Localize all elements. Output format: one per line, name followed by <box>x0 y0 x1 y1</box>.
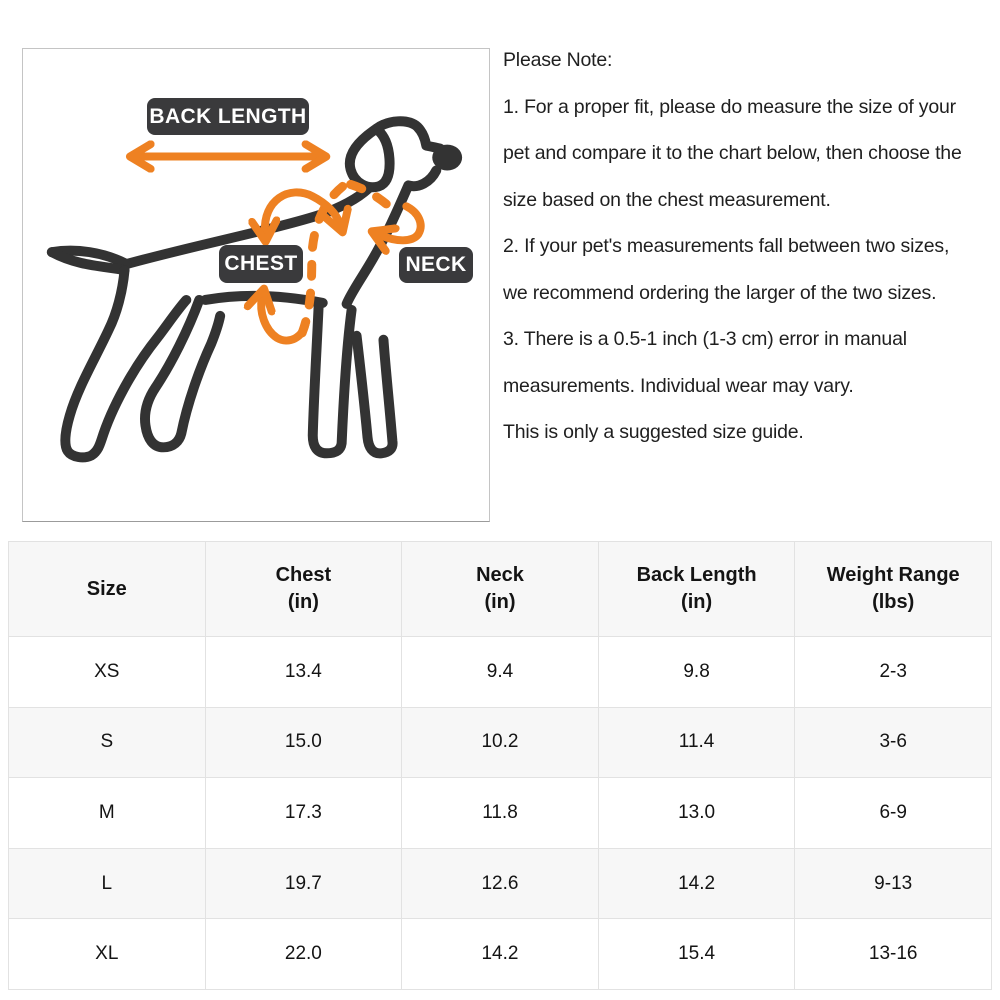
column-header-weight-range: Weight Range (lbs) <box>795 542 992 637</box>
back-length-label: BACK LENGTH <box>147 98 309 135</box>
cell-back-length: 14.2 <box>598 848 795 919</box>
note-line: we recommend ordering the larger of the two sizes. <box>503 281 937 304</box>
table-row-xl <box>9 919 992 990</box>
column-header-neck: Neck (in) <box>402 542 599 637</box>
notes-title: Please Note: <box>503 49 613 71</box>
cell-weight-range: 13-16 <box>795 919 992 990</box>
note-line: This is only a suggested size guide. <box>503 421 804 443</box>
size-chart-header <box>9 542 992 637</box>
cell-chest: 19.7 <box>205 848 402 919</box>
cell-back-length: 11.4 <box>598 707 795 778</box>
cell-neck: 10.2 <box>402 707 599 778</box>
cell-neck: 12.6 <box>402 848 599 919</box>
note-line: measurements. Individual wear may vary. <box>503 374 854 397</box>
note-line: 1. For a proper fit, please do measure the size of your <box>503 95 956 118</box>
cell-neck: 14.2 <box>402 919 599 990</box>
table-row-l <box>9 848 992 919</box>
cell-weight-range: 3-6 <box>795 707 992 778</box>
cell-size: M <box>9 778 206 849</box>
chest-label: CHEST <box>219 245 303 283</box>
cell-chest: 17.3 <box>205 778 402 849</box>
dog-body-outline <box>52 121 440 457</box>
chest-bottom-arrow-icon <box>261 298 306 341</box>
header-row <box>9 542 992 637</box>
dog-measurement-diagram <box>22 48 490 522</box>
table-row-s <box>9 707 992 778</box>
note-line: size based on the chest measurement. <box>503 188 831 211</box>
cell-weight-range: 6-9 <box>795 778 992 849</box>
cell-size: XL <box>9 919 206 990</box>
cell-chest: 15.0 <box>205 707 402 778</box>
table-row-xs <box>9 637 992 708</box>
cell-chest: 13.4 <box>205 637 402 708</box>
note-line: 2. If your pet's measurements fall between two sizes, <box>503 235 950 257</box>
cell-weight-range: 9-13 <box>795 848 992 919</box>
neck-label: NECK <box>399 247 473 283</box>
cell-neck: 11.8 <box>402 778 599 849</box>
cell-chest: 22.0 <box>205 919 402 990</box>
cell-size: S <box>9 707 206 778</box>
column-header-chest: Chest (in) <box>205 542 402 637</box>
column-header-back-length: Back Length (in) <box>598 542 795 637</box>
cell-weight-range: 2-3 <box>795 637 992 708</box>
cell-back-length: 9.8 <box>598 637 795 708</box>
note-line: pet and compare it to the chart below, then choose the <box>503 142 962 164</box>
cell-back-length: 13.0 <box>598 778 795 849</box>
column-header-size: Size <box>9 542 206 637</box>
cell-size: L <box>9 848 206 919</box>
size-chart-table <box>8 541 992 990</box>
cell-size: XS <box>9 637 206 708</box>
dog-nose <box>432 145 462 171</box>
note-line: 3. There is a 0.5-1 inch (1-3 cm) error in manual <box>503 328 907 350</box>
cell-neck: 9.4 <box>402 637 599 708</box>
table-row-m <box>9 778 992 849</box>
notes-section <box>503 37 1000 456</box>
cell-back-length: 15.4 <box>598 919 795 990</box>
